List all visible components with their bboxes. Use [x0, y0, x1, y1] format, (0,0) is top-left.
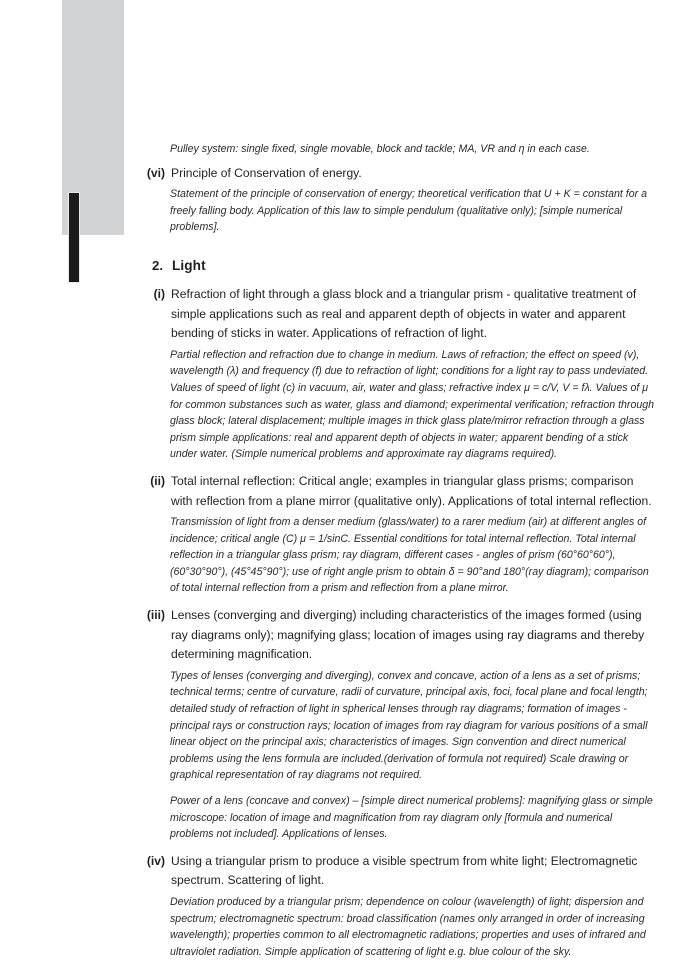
item-note: Power of a lens (concave and convex) – [simple direct numerical problems]: magnifying glass or simple microscope: location of image and magnification from ray diagram only [formula and numerical problems not included]. Applications of lenses.: [170, 795, 653, 841]
item-text: Refraction of light through a glass block and a triangular prism - qualitative treatment of simple applications such as real and apparent depth of objects in water and apparent bending of sticks in water. Applications of refraction of light.: [171, 286, 637, 341]
item-marker: (iii): [146, 608, 165, 623]
item-note: Statement of the principle of conservation of energy; theoretical verification that U + K = constant for a freely falling body. Application of this law to simple pendulum (qualitative only); [simple numerical problems].: [170, 188, 647, 234]
list-item: [0, 606, 700, 665]
chapter-number: 2.: [152, 257, 163, 273]
item-marker: (vi): [146, 165, 165, 180]
item-note: Partial reflection and refraction due to change in medium. Laws of refraction; the effect on speed (v), wavelength (λ) and frequency (f) due to refraction of light; conditions for a light ray to pass undeviated. Values of speed of light (c) in vacuum, air, water and glass; refractive index μ = c/V, V = fλ. Values of μ for common substances such as water, glass and diamond; experimental verification; refraction through glass block; lateral displacement; multiple images in thick glass plate/mirror refraction through a glass prism simple applications: real and apparent depth of objects in water; apparent bending of a stick under water. (Simple numerical problems and approximate ray diagrams required).: [170, 348, 655, 461]
item-note: Transmission of light from a denser medium (glass/water) to a rarer medium (air) at different angles of incidence; critical angle (C) μ = 1/sinC. Essential conditions for total internal reflection. Total internal reflection in a triangular glass prism; ray diagram, different cases - angles of prism (60°60°60°), (60°30°90°), (45°45°90°); use of right angle prism to obtain δ = 90°and 180°(ray diagram); comparison of total internal reflection from a prism and reflection from a plane mirror.: [170, 516, 649, 595]
item-marker: (ii): [150, 473, 165, 488]
list-item: [0, 164, 700, 184]
chapter-title: Light: [172, 257, 206, 273]
item-note: Types of lenses (converging and diverging), convex and concave, action of a lens as a set of prisms; technical terms; centre of curvature, radii of curvature, principal axis, foci, focal plane and focal length; detailed study of refraction of light in spherical lenses through ray diagrams; formation of images - principal rays or construction rays; location of images from ray diagram for various positions of a small linear object on the principal axis; characteristics of images. Sign convention and direct numerical problems using the lens formula are included.(derivation of formula not required) Scale drawing or graphical representation of ray diagrams not required.: [170, 669, 648, 782]
list-item: [0, 285, 700, 344]
item-text: Lenses (converging and diverging) including characteristics of the images formed (using ray diagrams only); magnifying glass; location of images using ray diagrams and thereby determining magnification.: [171, 608, 645, 662]
item-note: Deviation produced by a triangular prism; dependence on colour (wavelength) of light; dispersion and spectrum; electromagnetic spectrum: broad classification (names only arranged in order of increasing wavelength); properties common to all electromagnetic radiations; properties and uses of infrared and ultraviolet radiation. Simple application of scattering of light e.g. blue colour of the sky.: [170, 895, 646, 958]
item-text: Total internal reflection: Critical angle; examples in triangular glass prisms; comparison with reflection from a plane mirror (qualitative only). Applications of total internal reflection.: [171, 473, 652, 508]
chapter-heading: [0, 255, 700, 276]
continued-note: Pulley system: single fixed, single movable, block and tackle; MA, VR and η in each case.: [170, 143, 590, 155]
item-text: Using a triangular prism to produce a visible spectrum from white light; Electromagnetic spectrum. Scattering of light.: [171, 853, 638, 888]
item-marker: (i): [153, 286, 165, 301]
item-marker: (iv): [146, 853, 165, 868]
list-item: [0, 852, 700, 891]
list-item: [0, 472, 700, 511]
item-text: Principle of Conservation of energy.: [171, 165, 362, 180]
